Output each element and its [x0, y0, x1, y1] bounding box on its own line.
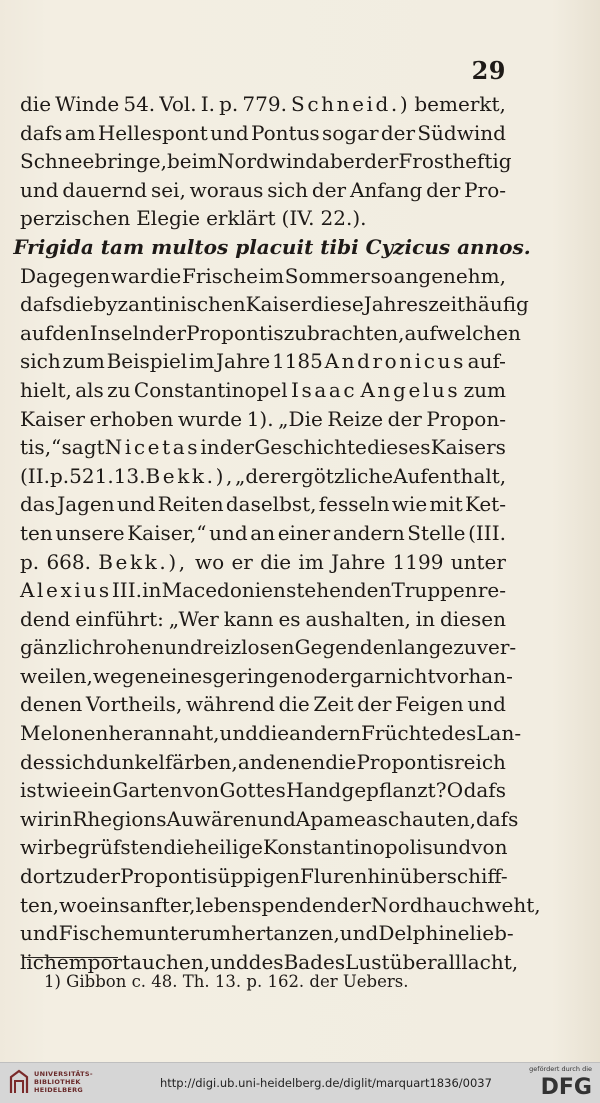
- word: reich: [454, 749, 506, 774]
- word: aber: [318, 149, 365, 174]
- word: die: [150, 263, 182, 288]
- word: Frigida tam multos placuit tibi Cyzicus annos.: [13, 234, 531, 259]
- word: dafs: [20, 292, 63, 317]
- text-line: [20, 748, 506, 777]
- word: nicht: [384, 663, 436, 688]
- word: in: [415, 606, 436, 631]
- word: 521.: [69, 463, 114, 488]
- text-line: [20, 262, 506, 291]
- word: Melonen: [20, 721, 109, 746]
- text-line: [20, 347, 506, 376]
- library-logo-icon: [8, 1069, 30, 1095]
- word: weht,: [484, 892, 541, 917]
- word: 13.: [113, 463, 146, 488]
- word: die: [278, 692, 310, 717]
- word: begrüfsten: [53, 835, 164, 860]
- word: Konstantinopolis: [262, 835, 433, 860]
- word: ten: [20, 520, 53, 545]
- word: der: [85, 864, 121, 889]
- word: 1199: [392, 549, 444, 574]
- text-line: [20, 690, 506, 719]
- word: Bades: [283, 949, 346, 974]
- word: erklärt: [206, 206, 276, 231]
- word: Fluren: [299, 864, 368, 889]
- text-line: [20, 433, 506, 462]
- word: Au: [166, 806, 194, 831]
- word: Propontis: [120, 864, 218, 889]
- word: „Die: [278, 406, 323, 431]
- word: die: [260, 549, 292, 574]
- text-line: [20, 891, 541, 920]
- word: Gottes: [219, 778, 286, 803]
- word: Frost: [398, 149, 453, 174]
- word: dunkel: [95, 749, 165, 774]
- word: Reize: [327, 406, 384, 431]
- word: Feigen: [395, 692, 464, 717]
- word: tis,“: [20, 435, 62, 460]
- word: diese: [310, 292, 364, 317]
- word: und: [339, 921, 379, 946]
- word: die: [163, 835, 195, 860]
- word: heftig: [452, 149, 512, 174]
- word: Lust: [345, 949, 390, 974]
- word: und: [219, 721, 259, 746]
- word: lich: [20, 949, 57, 974]
- word: auf-: [467, 349, 506, 374]
- word: dieses: [367, 435, 431, 460]
- word: dafs: [463, 778, 506, 803]
- word: aushalten,: [305, 606, 411, 631]
- word: (IV.: [281, 206, 315, 231]
- word: Pontus: [250, 120, 320, 145]
- word: Schnee: [20, 149, 95, 174]
- word: Vortheils,: [85, 692, 183, 717]
- word: Lan-: [476, 721, 522, 746]
- word: zubrachten,: [283, 320, 405, 345]
- word: und: [210, 120, 249, 145]
- word: Geschichte: [254, 435, 367, 460]
- word: Aufenthalt,: [393, 463, 507, 488]
- word: andern: [332, 520, 405, 545]
- word: und: [116, 492, 156, 517]
- text-line: [20, 833, 506, 862]
- word: Früchte: [361, 721, 442, 746]
- word: gar: [349, 663, 385, 688]
- text-line: [20, 719, 522, 748]
- word: der: [380, 120, 416, 145]
- word: 54.: [123, 92, 156, 116]
- word: perzischen: [20, 206, 131, 231]
- word: wir: [20, 806, 54, 831]
- text-line: [20, 204, 506, 233]
- word: Schneid.): [291, 92, 411, 116]
- word: erhoben: [89, 406, 174, 431]
- word: wo: [59, 892, 89, 917]
- word: Ket-: [464, 492, 506, 517]
- word: 1).: [246, 406, 274, 431]
- word: rohen: [105, 635, 165, 660]
- word: Jahreszeit: [363, 292, 466, 317]
- text-line: [20, 805, 519, 834]
- word: andern: [289, 721, 362, 746]
- word: Fische: [58, 921, 126, 946]
- word: der: [219, 435, 255, 460]
- word: heilige: [194, 835, 263, 860]
- word: die: [62, 292, 94, 317]
- word: Jahre: [331, 549, 386, 574]
- word: zum: [463, 377, 506, 402]
- word: denen: [262, 749, 326, 774]
- word: hielt,: [20, 377, 72, 402]
- word: eines: [159, 663, 213, 688]
- footnote-rule: [22, 957, 118, 958]
- word: des: [20, 749, 55, 774]
- word: herannaht,: [108, 721, 220, 746]
- word: lebenspendender: [195, 892, 371, 917]
- word: Truppen: [391, 578, 478, 603]
- word: ver-: [476, 635, 517, 660]
- word: einer: [277, 520, 331, 545]
- word: die: [20, 92, 52, 116]
- permalink-url[interactable]: http://digi.ub.uni-heidelberg.de/diglit/marquart1836/0037: [160, 1076, 492, 1090]
- word: geringen: [212, 663, 304, 688]
- word: der: [357, 692, 392, 717]
- word: der: [387, 406, 422, 431]
- word: zu: [62, 864, 86, 889]
- word: Propon-: [426, 406, 506, 431]
- word: einführt:: [75, 606, 164, 631]
- word: den: [52, 320, 90, 345]
- word: dafs: [475, 806, 519, 831]
- word: der: [311, 177, 347, 202]
- word: und: [209, 520, 248, 545]
- text-line: [20, 119, 506, 148]
- word: Kaiser: [245, 292, 311, 317]
- text-line: [20, 519, 506, 548]
- word: dauernd: [62, 177, 148, 202]
- word: sich: [20, 349, 61, 374]
- word: der: [426, 177, 461, 202]
- text-line: [20, 490, 506, 519]
- word: dort: [20, 864, 63, 889]
- text-line: [20, 605, 506, 634]
- word: Nordwind: [216, 149, 319, 174]
- word: wo: [195, 549, 225, 574]
- word: und: [20, 177, 59, 202]
- word: lieb-: [469, 921, 514, 946]
- word: wie: [45, 778, 81, 803]
- word: Kaiser: [20, 406, 85, 431]
- word: Angelus: [360, 377, 461, 402]
- word: Beispiel: [106, 349, 188, 374]
- page-number: 29: [471, 56, 506, 85]
- word: (III.: [468, 520, 506, 545]
- word: Elegie: [136, 206, 201, 231]
- word: so: [370, 263, 393, 288]
- word: „der: [234, 463, 280, 488]
- word: wurde: [177, 406, 243, 431]
- word: in: [142, 578, 162, 603]
- word: Hand: [286, 778, 342, 803]
- word: Andronicus: [324, 349, 466, 374]
- word: diesen: [439, 606, 506, 631]
- word: Zeit: [313, 692, 354, 717]
- word: lange: [397, 635, 454, 660]
- text-line: [20, 862, 506, 891]
- word: des: [248, 949, 284, 974]
- body-text: [13, 90, 541, 976]
- word: Propontis: [186, 320, 284, 345]
- word: ein: [88, 892, 120, 917]
- word: an: [237, 749, 263, 774]
- word: p.: [20, 549, 40, 574]
- word: färben,: [165, 749, 238, 774]
- word: sei,: [150, 177, 186, 202]
- word: üppigen: [217, 864, 300, 889]
- word: und: [257, 806, 296, 831]
- word: Bekk.),: [98, 549, 188, 574]
- word: Apamea: [295, 806, 378, 831]
- word: Hellespont: [97, 120, 208, 145]
- word: die: [325, 749, 357, 774]
- word: Propontis: [356, 749, 454, 774]
- word: 22.).: [320, 206, 367, 231]
- text-line: [20, 776, 506, 805]
- word: fesseln: [318, 492, 390, 517]
- word: er: [231, 549, 253, 574]
- word: Südwind: [417, 120, 506, 145]
- word: wegen: [92, 663, 160, 688]
- word: sogar: [321, 120, 379, 145]
- word: und: [432, 835, 472, 860]
- word: im: [188, 349, 215, 374]
- word: Frische: [181, 263, 258, 288]
- word: Sommer: [284, 263, 370, 288]
- word: das: [20, 492, 55, 517]
- word: 779.: [242, 92, 287, 116]
- word: stehenden: [286, 578, 392, 603]
- word: Nicetas: [104, 435, 201, 460]
- word: Vol.: [159, 92, 197, 116]
- word: Delphine: [378, 921, 470, 946]
- word: wir: [20, 835, 54, 860]
- word: die: [258, 721, 290, 746]
- word: III.: [111, 578, 142, 603]
- word: in: [53, 806, 73, 831]
- word: p.: [219, 92, 239, 116]
- word: daselbst,: [225, 492, 317, 517]
- word: umhertanzen,: [199, 921, 340, 946]
- word: „Wer: [168, 606, 219, 631]
- word: auf: [20, 320, 53, 345]
- word: Jagen: [57, 492, 115, 517]
- word: beim: [166, 149, 217, 174]
- text-line: [20, 405, 506, 434]
- word: Winde: [55, 92, 120, 116]
- word: gepflanzt?: [341, 778, 447, 803]
- text-line: [20, 919, 514, 948]
- word: zu: [453, 635, 477, 660]
- word: im: [298, 549, 324, 574]
- word: Macedonien: [161, 578, 286, 603]
- word: und: [164, 635, 203, 660]
- word: vorhan-: [435, 663, 513, 688]
- word: Isaac: [290, 377, 358, 402]
- word: des: [441, 721, 477, 746]
- word: welchen: [436, 320, 521, 345]
- text-line: [20, 147, 512, 176]
- word: ist: [20, 778, 45, 803]
- word: in: [200, 435, 220, 460]
- word: Inseln: [89, 320, 152, 345]
- word: oder: [303, 663, 350, 688]
- word: auf: [404, 320, 437, 345]
- word: O: [446, 778, 464, 803]
- word: kann: [223, 606, 274, 631]
- word: hinüberschiff-: [367, 864, 508, 889]
- text-line: [20, 662, 513, 691]
- word: denen: [20, 692, 83, 717]
- word: Pro-: [464, 177, 506, 202]
- library-logo-text: UNIVERSITÄTS- BIBLIOTHEK HEIDELBERG: [34, 1070, 93, 1094]
- text-line: [13, 233, 531, 262]
- word: zum: [62, 349, 105, 374]
- word: munter: [125, 921, 200, 946]
- text-line: [20, 576, 506, 605]
- word: während: [185, 692, 275, 717]
- funded-by-label: gefördert durch die: [529, 1065, 592, 1073]
- text-line: [20, 90, 506, 119]
- word: Garten: [112, 778, 183, 803]
- word: wären: [193, 806, 258, 831]
- word: ein: [80, 778, 112, 803]
- word: Kaisers: [430, 435, 506, 460]
- word: im: [258, 263, 285, 288]
- word: und: [210, 949, 249, 974]
- dfg-logo: DFG: [540, 1075, 592, 1100]
- text-line: [20, 548, 506, 577]
- word: unter: [450, 549, 506, 574]
- word: ten,: [20, 892, 60, 917]
- word: mit: [429, 492, 463, 517]
- word: bringe,: [94, 149, 167, 174]
- word: Constantinopel: [133, 377, 288, 402]
- word: dend: [20, 606, 71, 631]
- word: als: [75, 377, 104, 402]
- word: zu: [107, 377, 131, 402]
- word: wie: [391, 492, 428, 517]
- word: unsere: [55, 520, 125, 545]
- word: gänzlich: [20, 635, 106, 660]
- text-line: [20, 462, 506, 491]
- word: schauten,: [377, 806, 476, 831]
- word: sanfter,: [119, 892, 196, 917]
- word: angenehm,: [393, 263, 506, 288]
- word: Dagegen: [20, 263, 111, 288]
- word: Reiten: [157, 492, 224, 517]
- word: es: [278, 606, 301, 631]
- word: war: [110, 263, 150, 288]
- footnote: 1) Gibbon c. 48. Th. 13. p. 162. der Uebers.: [44, 972, 409, 991]
- text-line: [20, 376, 506, 405]
- word: am: [64, 120, 96, 145]
- word: sagt: [61, 435, 105, 460]
- word: Stelle: [407, 520, 466, 545]
- word: Nordhauch: [370, 892, 485, 917]
- word: sich: [55, 749, 96, 774]
- word: sich: [267, 177, 309, 202]
- word: reizlosen: [202, 635, 295, 660]
- word: emportauchen,: [56, 949, 211, 974]
- word: (II.: [20, 463, 50, 488]
- word: der: [364, 149, 399, 174]
- word: p.: [49, 463, 70, 488]
- viewer-footer: [0, 1062, 600, 1103]
- word: woraus: [189, 177, 264, 202]
- word: der: [151, 320, 187, 345]
- word: dafs: [20, 120, 63, 145]
- word: Jahre: [216, 349, 271, 374]
- word: und: [20, 921, 59, 946]
- word: Rhegions: [72, 806, 167, 831]
- word: Gegenden: [294, 635, 398, 660]
- word: und: [467, 692, 506, 717]
- word: Bekk.),: [145, 463, 235, 488]
- word: Anfang: [349, 177, 423, 202]
- word: bemerkt,: [414, 92, 506, 116]
- word: Alexius: [20, 578, 112, 603]
- word: weilen,: [20, 663, 93, 688]
- word: von: [471, 835, 508, 860]
- word: I.: [200, 92, 216, 116]
- text-line: [20, 176, 506, 205]
- word: ergötzliche: [279, 463, 394, 488]
- word: re-: [477, 578, 506, 603]
- word: byzantinischen: [93, 292, 246, 317]
- word: 668.: [46, 549, 91, 574]
- text-line: [20, 633, 517, 662]
- word: häufig: [465, 292, 529, 317]
- text-line: [20, 290, 529, 319]
- word: überall: [389, 949, 462, 974]
- word: 1185: [271, 349, 323, 374]
- word: lacht,: [461, 949, 519, 974]
- word: von: [182, 778, 220, 803]
- word: Kaiser,“: [127, 520, 207, 545]
- text-line: [20, 319, 521, 348]
- word: an: [250, 520, 276, 545]
